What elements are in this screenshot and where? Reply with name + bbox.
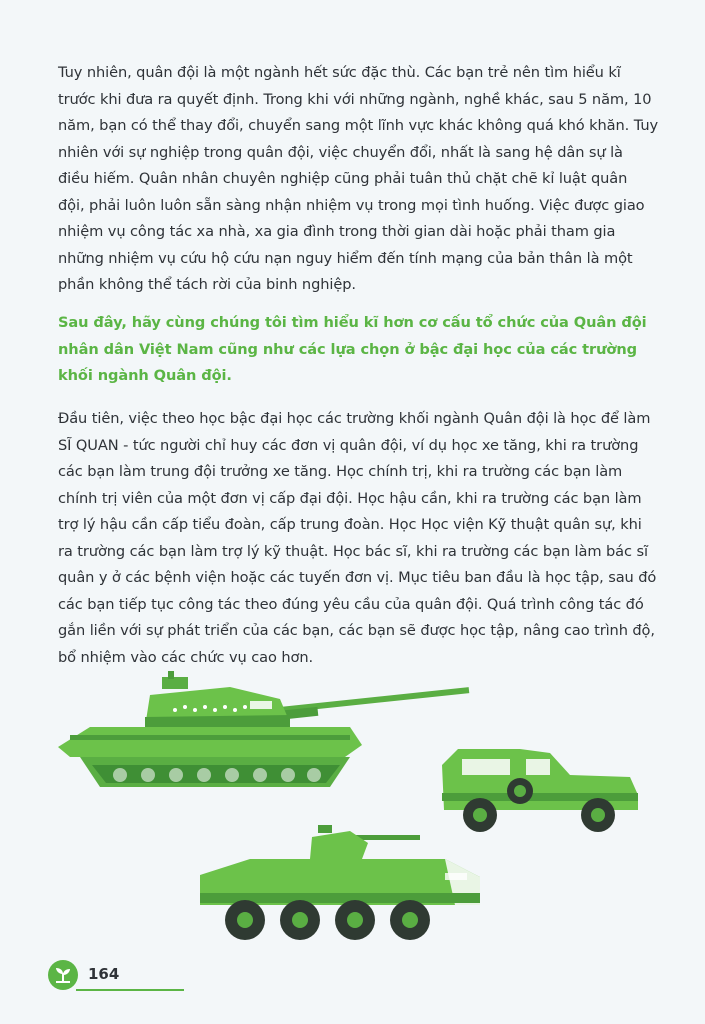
armored-truck-icon <box>442 749 638 832</box>
page-footer <box>48 960 188 996</box>
officer-paragraph: Đầu tiên, việc theo học bậc đại học các trường khối ngành Quân đội là học để làm SĨ QUAN - tức người chỉ huy các đơn vị quân đội, ví dụ học xe tăng, khi ra trường các bạn làm trung đội trưởng xe tăng. Học chính trị, khi ra trường các bạn làm chính trị viên của một đơn vị cấp đại đội. Học hậu cần, khi ra trường các bạn làm trợ lý hậu cần cấp tiểu đoàn, cấp trung đoàn. Học Học viện Kỹ thuật quân sự, khi ra trường các bạn làm trợ lý kỹ thuật. Học bác sĩ, khi ra trường các bạn làm bác sĩ quân y ở các bệnh viện hoặc các tuyến đơn vị. Mục tiêu ban đầu là học tập, sau đó các bạn tiếp tục công tác theo đúng yêu cầu của quân đội. Quá trình công tác đó gắn liền với sự phát triển của các bạn, các bạn sẽ được học tập, nâng cao trình độ, bổ nhiệm vào các chức vụ cao hơn. <box>58 410 657 666</box>
armored-personnel-carrier-icon <box>200 825 480 940</box>
highlight-paragraph: Sau đây, hãy cùng chúng tôi tìm hiểu kĩ hơn cơ cấu tổ chức của Quân đội nhân dân Việt Nam cũng như các lựa chọn ở bậc đại học của các trường khối ngành Quân đội. <box>58 314 647 384</box>
sprout-icon <box>48 960 78 990</box>
page-number: 164 <box>88 965 120 983</box>
tank-icon <box>58 671 469 787</box>
intro-paragraph: Tuy nhiên, quân đội là một ngành hết sức đặc thù. Các bạn trẻ nên tìm hiểu kĩ trước khi đưa ra quyết định. Trong khi với những ngành, nghề khác, sau 5 năm, 10 năm, bạn có thể thay đổi, chuyển sang một lĩnh vực khác không quá khó khăn. Tuy nhiên với sự nghiệp trong quân đội, việc chuyển đổi, nhất là sang hệ dân sự là điều hiếm. Quân nhân chuyên nghiệp cũng phải tuân thủ chặt chẽ kỉ luật quân đội, phải luôn luôn sẵn sàng nhận nhiệm vụ trong mọi tình huống. Việc được giao nhiệm vụ công tác xa nhà, xa gia đình trong thời gian dài hoặc phải tham gia những nhiệm vụ cứu hộ cứu nạn nguy hiểm đến tính mạng của bản thân là một phần không thể tách rời của binh nghiệp. <box>58 64 659 293</box>
footer-divider <box>76 989 184 991</box>
military-vehicles-illustration <box>50 665 650 955</box>
